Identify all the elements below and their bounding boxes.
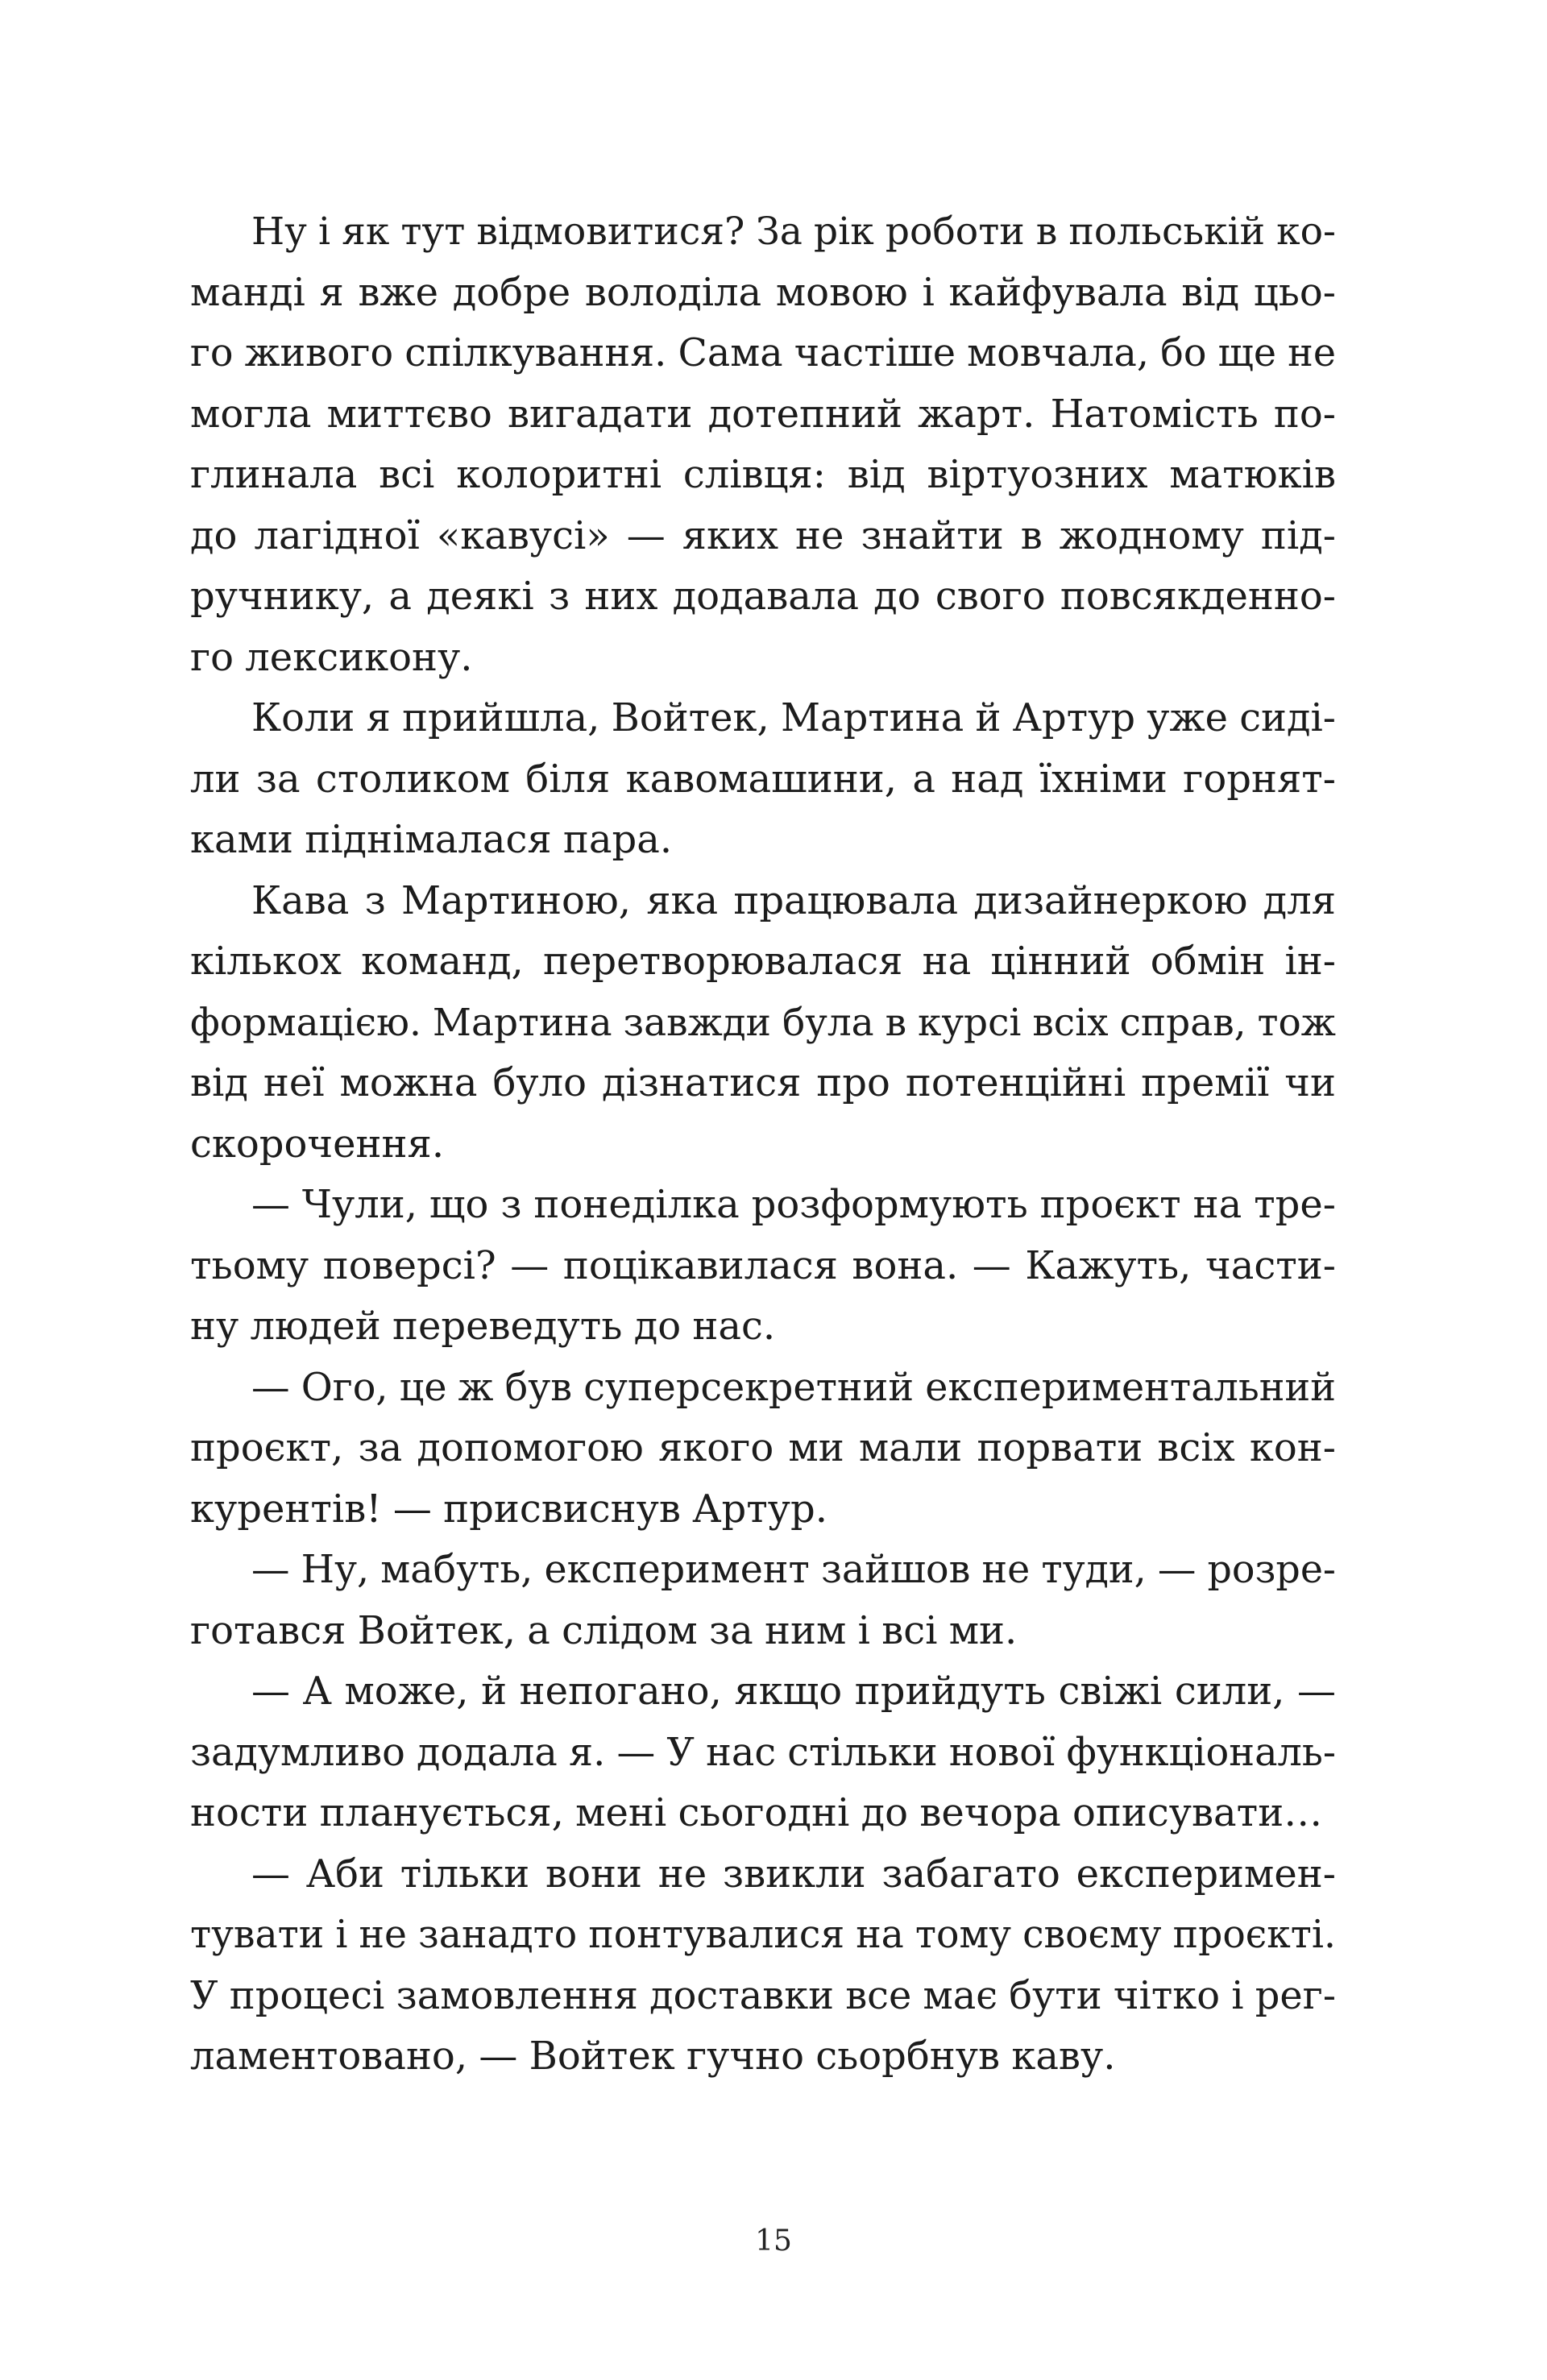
text-line: задумливо додала я. — У нас стільки нової функціональ- <box>190 1730 1336 1775</box>
page-number: 15 <box>755 2225 792 2258</box>
text-line: У процесі замовлення доставки все має бути чітко і рег- <box>190 1973 1336 2018</box>
text-line: — Ну, мабуть, експеримент зайшов не туди, — розре- <box>251 1548 1336 1592</box>
text-line: — Аби тільки вони не звикли забагато експеримен- <box>251 1851 1336 1897</box>
text-line: кількох команд, перетворювалася на цінний обмін ін- <box>190 939 1336 984</box>
body-text <box>190 201 1336 2088</box>
text-line: Коли я прийшла, Войтек, Мартина й Артур уже сиді- <box>251 696 1336 740</box>
text-line: — Чули, що з понеділка розформують проєкт на тре- <box>251 1182 1336 1227</box>
text-line: ли за столиком біля кавомашини, а над їхніми горнят- <box>190 756 1336 802</box>
text-line: го лексикону. <box>190 634 473 680</box>
text-line: до лагідної «кавусі» — яких не знайти в жодному під- <box>190 512 1336 558</box>
text-line: Кава з Мартиною, яка працювала дизайнеркою для <box>251 877 1336 923</box>
text-line: курентів! — присвиснув Артур. <box>190 1486 827 1532</box>
text-line: ками піднімалася пара. <box>190 817 673 862</box>
text-line: від неї можна було дізнатися про потенційні премії чи <box>190 1060 1336 1105</box>
text-line: скорочення. <box>190 1121 445 1167</box>
text-line: глинала всі колоритні слівця: від віртуозних матюків <box>190 452 1336 497</box>
text-line: тувати і не занадто понтувалися на тому своєму проєкті. <box>190 1913 1336 1957</box>
text-line: ну людей переведуть до нас. <box>190 1304 776 1349</box>
text-line: могла миттєво вигадати дотепний жарт. Натомість по- <box>190 391 1336 437</box>
text-line: тьому поверсі? — поцікавилася вона. — Кажуть, части- <box>190 1242 1336 1288</box>
text-line: манді я вже добре володіла мовою і кайфувала від цьо- <box>190 269 1336 315</box>
text-line: ручнику, а деякі з них додавала до свого повсякденно- <box>190 574 1336 619</box>
text-line: готався Войтек, а слідом за ним і всі ми. <box>190 1607 1018 1653</box>
text-line: ности планується, мені сьогодні до вечора описувати… <box>190 1790 1323 1835</box>
text-line: го живого спілкування. Сама частіше мовчала, бо ще не <box>190 331 1336 375</box>
text-line: формацією. Мартина завжди була в курсі всіх справ, тож <box>190 1000 1336 1045</box>
text-line: — Ого, це ж був суперсекретний експериментальний <box>251 1365 1336 1410</box>
text-line: Ну і як тут відмовитися? За рік роботи в польській ко- <box>251 209 1336 254</box>
text-line: — А може, й непогано, якщо прийдуть свіжі сили, — <box>251 1669 1336 1714</box>
text-line: проєкт, за допомогою якого ми мали порвати всіх кон- <box>190 1425 1336 1470</box>
text-line: ламентовано, — Войтек гучно сьорбнув каву. <box>190 2034 1116 2079</box>
